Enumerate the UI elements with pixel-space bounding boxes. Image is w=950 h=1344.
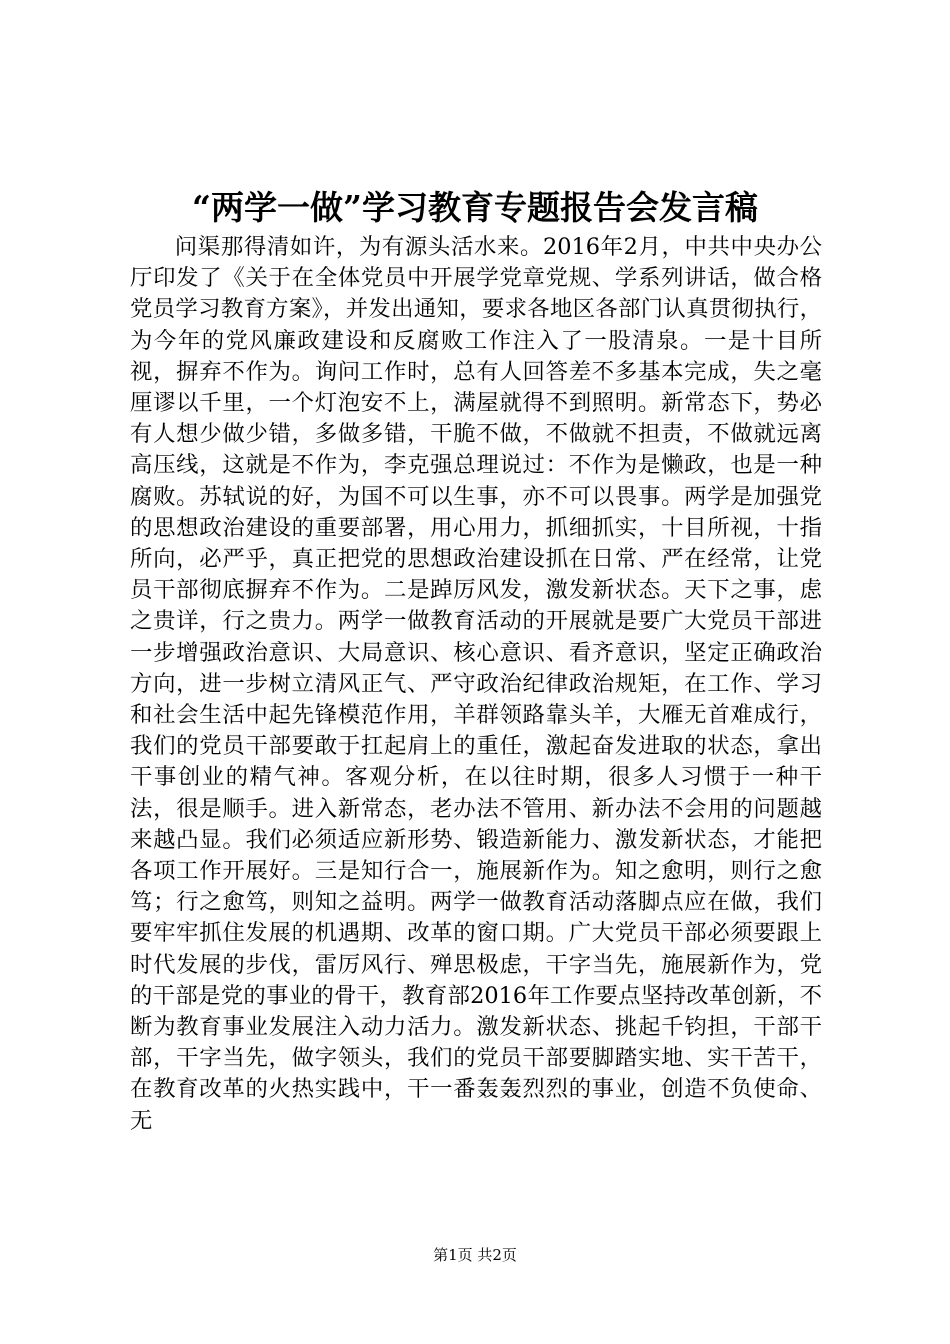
document-body-paragraph: 问渠那得清如许，为有源头活水来。2016年2月，中共中央办公厅印发了《关于在全体党员中开展学党章党规、学系列讲话，做合格党员学习教育方案》，并发出通知，要求各地区各部门认真贯彻执行，为今年的党风廉政建设和反腐败工作注入了一股清泉。一是十目所视，摒弃不作为。询问工作时，总有人回答差不多基本完成，失之毫厘谬以千里，一个灯泡安不上，满屋就得不到照明。新常态下，势必有人想少做少错，多做多错，干脆不做，不做就不担责，不做就远离高压线，这就是不作为，李克强总理说过：不作为是懒政，也是一种腐败。苏轼说的好，为国不可以生事，亦不可以畏事。两学是加强党的思想政治建设的重要部署，用心用力，抓细抓实，十目所视，十指所向，必严乎，真正把党的思想政治建设抓在日常、严在经常，让党员干部彻底摒弃不作为。二是踔厉风发，激发新状态。天下之事，虑之贵详，行之贵力。两学一做教育活动的开展就是要广大党员干部进一步增强政治意识、大局意识、核心意识、看齐意识，坚定正确政治方向，进一步树立清风正气、严守政治纪律政治规矩，在工作、学习和社会生活中起先锋模范作用，羊群领路靠头羊，大雁无首难成行，我们的党员干部要敢于扛起肩上的重任，激起奋发进取的状态，拿出干事创业的精气神。客观分析，在以往时期，很多人习惯于一种干法，很是顺手。进入新常态，老办法不管用、新办法不会用的问题越来越凸显。我们必须适应新形势、锻造新能力、激发新状态，才能把各项工作开展好。三是知行合一，施展新作为。知之愈明，则行之愈笃；行之愈笃，则知之益明。两学一做教育活动落脚点应在做，我们要牢牢抓住发展的机遇期、改革的窗口期。广大党员干部必须要跟上时代发展的步伐，雷厉风行、殚思极虑，干字当先，施展新作为，党的干部是党的事业的骨干，教育部2016年工作要点坚持改革创新，不断为教育事业发展注入动力活力。激发新状态、挑起千钧担，干部干部，干字当先，做字领头，我们的党员干部要脚踏实地、实干苦干，在教育改革的火热实践中，干一番轰轰烈烈的事业，创造不负使命、无 [130, 234, 822, 1134]
page-number-footer: 第1页 共2页 [433, 1246, 517, 1264]
document-title: “两学一做”学习教育专题报告会发言稿 [192, 188, 758, 227]
